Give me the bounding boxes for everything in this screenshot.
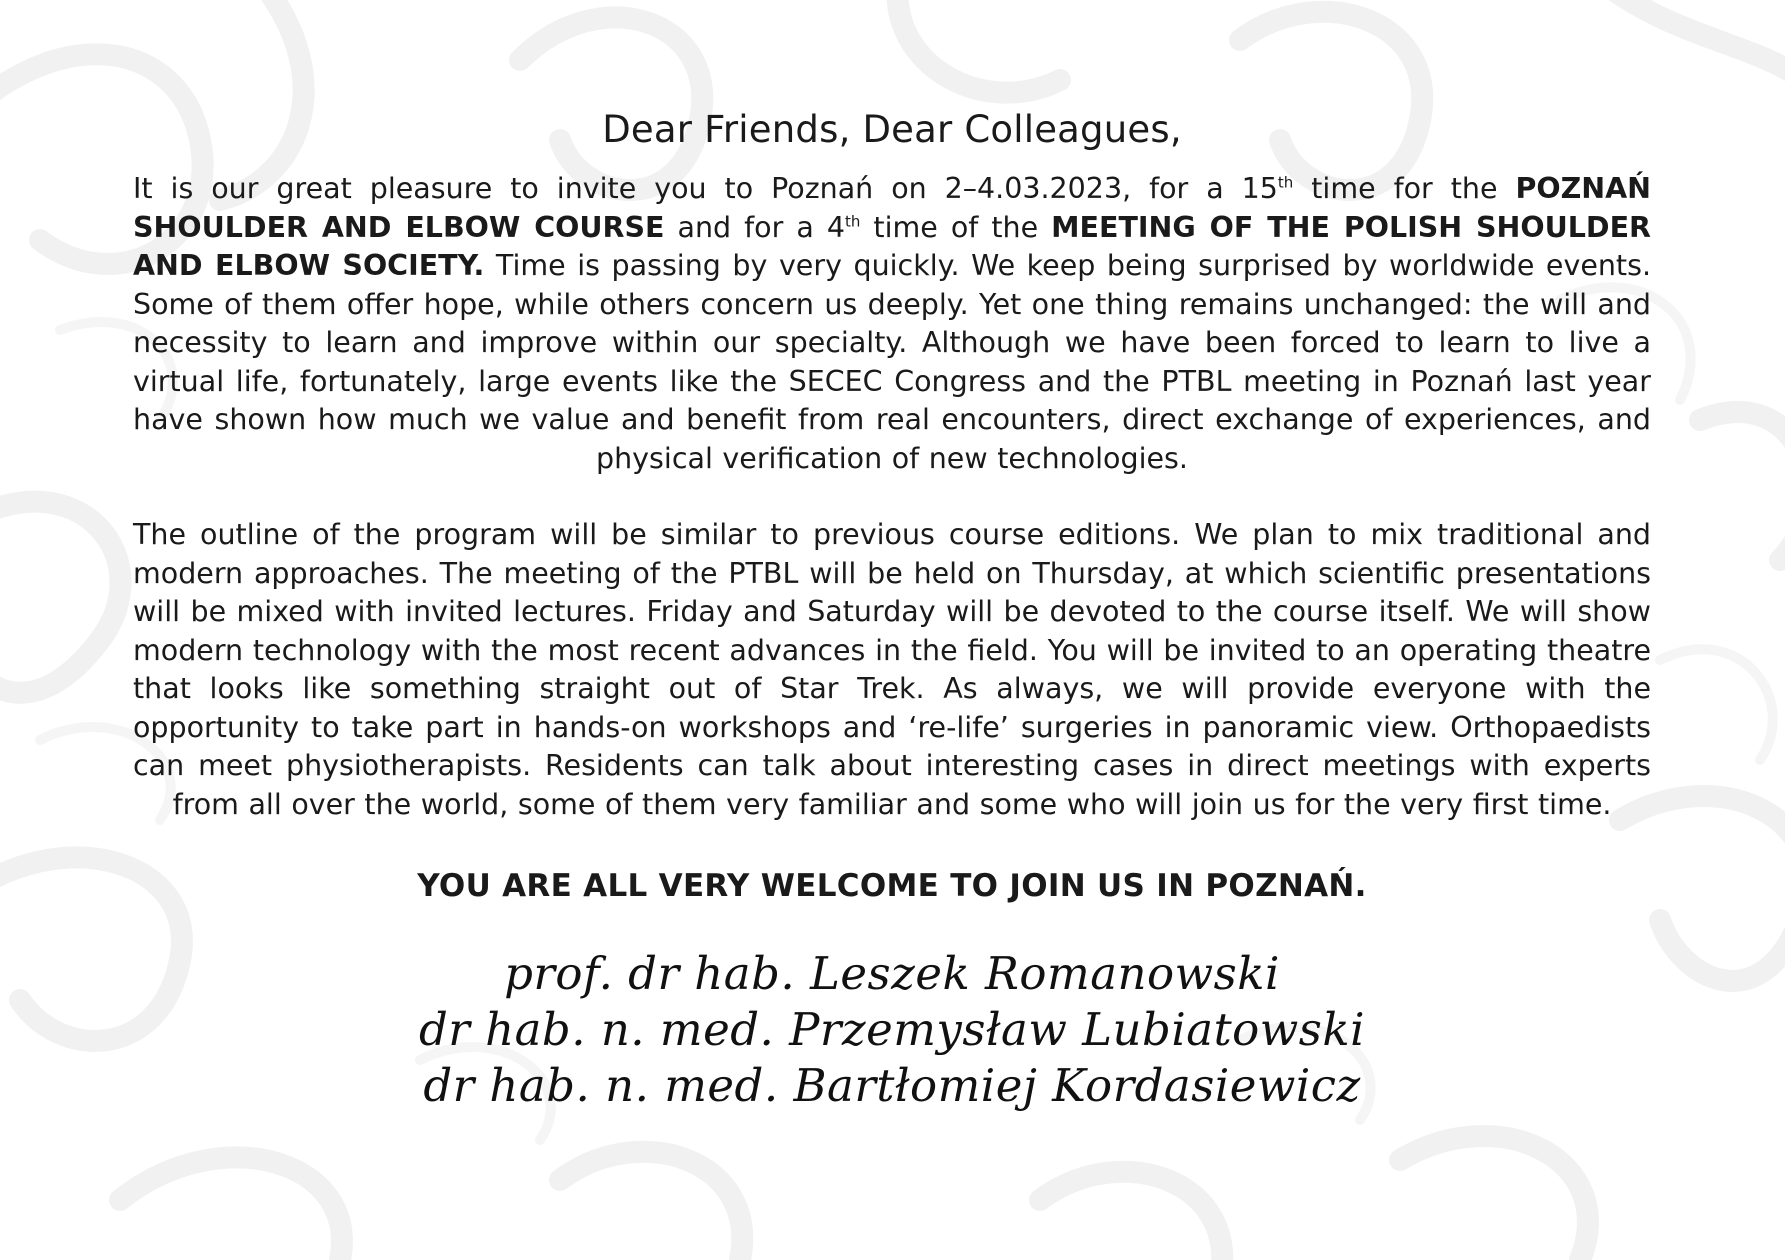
signature-romanowski: prof. dr hab. Leszek Romanowski bbox=[504, 947, 1280, 1000]
paragraph-text: time of the bbox=[860, 210, 1052, 244]
greeting: Dear Friends, Dear Colleagues, bbox=[602, 108, 1182, 151]
paragraph-text: Time is passing by very quickly. We keep being surprised by worldwide events. Some of them offer hope, while others concern us deeply. Yet one thing remains unchanged: the will and necessity to learn and improve within our specialty. Although we have been forced to learn to live a virtual life, fortunately, large events like the SECEC Congress and the PTBL meeting in Poznań last year have shown how much we value and benefit from real encounters, direct exchange of experiences, and physical verification of new technologies. bbox=[133, 249, 1652, 475]
signature-kordasiewicz: dr hab. n. med. Bartłomiej Kordasiewicz bbox=[423, 1059, 1361, 1112]
ordinal-suffix: th bbox=[1277, 173, 1294, 192]
paragraph-text: It is our great pleasure to invite you to Poznań on 2–4.03.2023, for a 15 bbox=[133, 172, 1278, 205]
paragraph-invitation bbox=[133, 170, 1651, 478]
paragraph-text: time for the bbox=[1293, 172, 1516, 205]
ordinal-suffix: th bbox=[845, 212, 861, 230]
paragraph-program: The outline of the program will be similar to previous course editions. We plan to mix traditional and modern approaches. The meeting of the PTBL will be held on Thursday, at which scientific presentations will be mixed with invited lectures. Friday and Saturday will be devoted to the course itself. We will show modern technology with the most recent advances in the field. You will be invited to an operating theatre that looks like something straight out of Star Trek. As always, we will provide everyone with the opportunity to take part in hands-on workshops and ‘re-life’ surgeries in panoramic view. Orthopaedists can meet physiotherapists. Residents can talk about interesting cases in direct meetings with experts from all over the world, some of them very familiar and some who will join us for the very first time. bbox=[133, 518, 1651, 821]
meeting-name: MEETING OF THE POLISH SHOULDER AND ELBOW SOCIETY. bbox=[133, 210, 1651, 282]
invitation-letter bbox=[133, 100, 1651, 1114]
course-name: POZNAŃ SHOULDER AND ELBOW COURSE bbox=[133, 172, 1651, 244]
paragraph-text: and for a 4 bbox=[664, 210, 845, 244]
signature-block bbox=[133, 946, 1651, 1114]
signature-lubiatowski: dr hab. n. med. Przemysław Lubiatowski bbox=[418, 1003, 1366, 1056]
welcome-heading: YOU ARE ALL VERY WELCOME TO JOIN US IN POZNAŃ. bbox=[417, 868, 1367, 904]
